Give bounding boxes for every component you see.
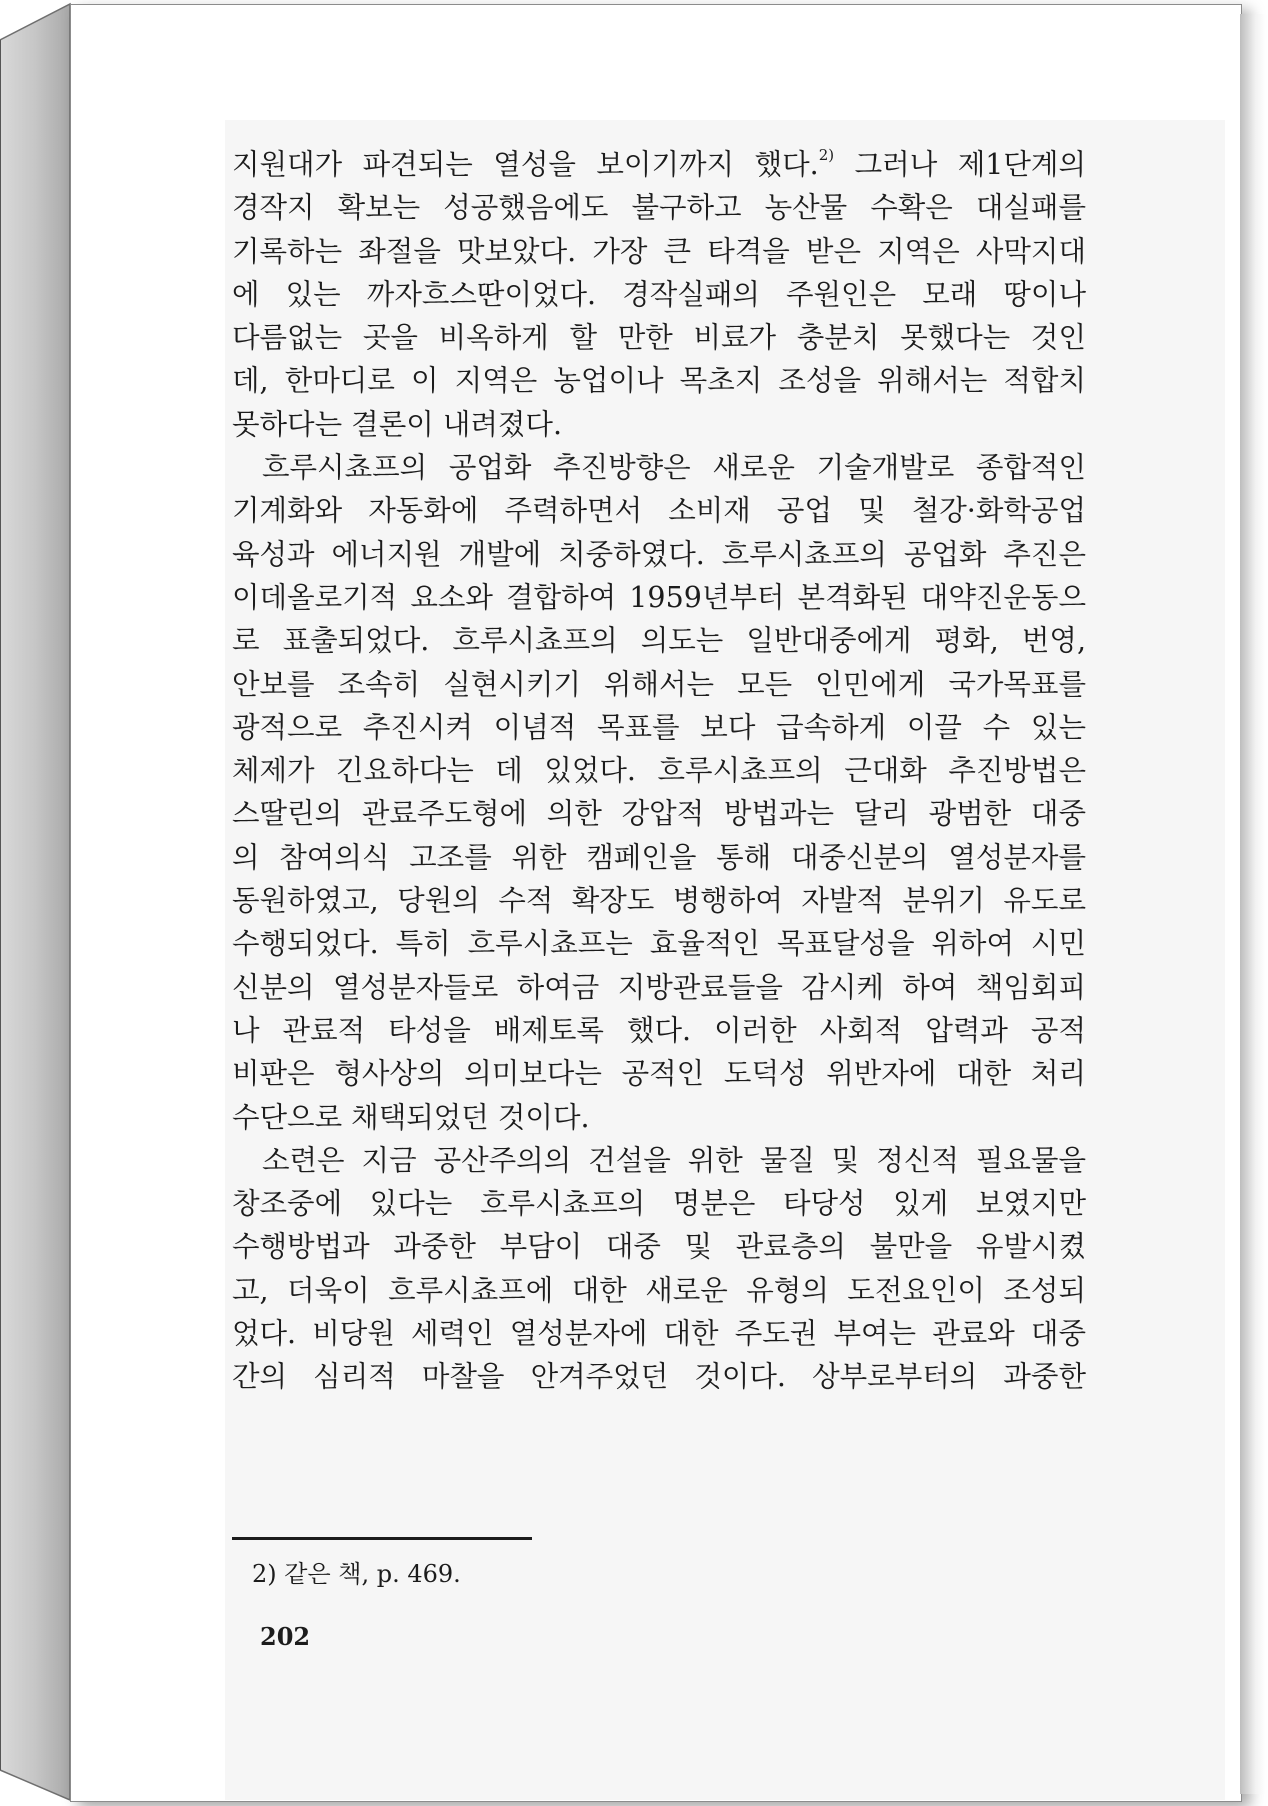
text-line: 이데올로기적 요소와 결합하여 1959년부터 본격화된 대약진운동으 (232, 580, 1086, 614)
text-line: 간의 심리적 마찰을 안겨주었던 것이다. 상부로부터의 과중한 (232, 1360, 1086, 1394)
text-line: 데, 한마디로 이 지역은 농업이나 목초지 조성을 위해서는 적합치 (232, 364, 1086, 398)
text-line: 수행되었다. 특히 흐루시쵸프는 효율적인 목표달성을 위하여 시민 (232, 927, 1086, 961)
text-line: 비판은 형사상의 의미보다는 공적인 도덕성 위반자에 대한 처리 (232, 1057, 1086, 1091)
text-line: 기계화와 자동화에 주력하면서 소비재 공업 및 철강·화학공업 (232, 494, 1086, 528)
text-line: 창조중에 있다는 흐루시쵸프의 명분은 타당성 있게 보였지만 (232, 1187, 1086, 1221)
text-line-segment: 지원대가 파견되는 열성을 보이기까지 했다. (232, 148, 819, 181)
text-line: 체제가 긴요하다는 데 있었다. 흐루시쵸프의 근대화 추진방법은 (232, 754, 1086, 788)
paragraph-1 (232, 143, 1086, 446)
footnote: 2) 같은 책, p. 469. (252, 1560, 461, 1588)
text-line-segment: 그러나 제1단계의 (834, 148, 1086, 181)
footnote-marker[interactable]: 2) (818, 146, 835, 164)
text-line: 에 있는 까자흐스딴이었다. 경작실패의 주원인은 모래 땅이나 (232, 277, 1086, 311)
text-line: 경작지 확보는 성공했음에도 불구하고 농산물 수확은 대실패를 (232, 191, 1086, 225)
footnote-separator (232, 1537, 532, 1540)
text-line (232, 143, 1086, 186)
body-text (232, 143, 1086, 1399)
text-line: 동원하였고, 당원의 수적 확장도 병행하여 자발적 분위기 유도로 (232, 884, 1086, 918)
book-spine (0, 0, 72, 1806)
paragraph-3 (232, 1139, 1086, 1399)
text-line: 안보를 조속히 실현시키기 위해서는 모든 인민에게 국가목표를 (232, 667, 1086, 701)
text-line: 의 참여의식 고조를 위한 캠페인을 통해 대중신분의 열성분자를 (232, 840, 1086, 874)
text-line: 기록하는 좌절을 맛보았다. 가장 큰 타격을 받은 지역은 사막지대 (232, 234, 1086, 268)
page-edge (1240, 14, 1266, 1794)
text-line: 광적으로 추진시켜 이념적 목표를 보다 급속하게 이끌 수 있는 (232, 710, 1086, 744)
text-line: 흐루시쵸프의 공업화 추진방향은 새로운 기술개발로 종합적인 (262, 451, 1086, 485)
text-line: 수행방법과 과중한 부담이 대중 및 관료층의 불만을 유발시켰 (232, 1230, 1086, 1264)
text-line: 다름없는 곳을 비옥하게 할 만한 비료가 충분치 못했다는 것인 (232, 321, 1086, 355)
page-number: 202 (260, 1622, 311, 1651)
text-line: 육성과 에너지원 개발에 치중하였다. 흐루시쵸프의 공업화 추진은 (232, 537, 1086, 571)
paragraph-2 (232, 446, 1086, 1139)
text-line: 신분의 열성분자들로 하여금 지방관료들을 감시케 하여 책임회피 (232, 970, 1086, 1004)
text-line: 못하다는 결론이 내려졌다. (232, 407, 563, 441)
text-line: 었다. 비당원 세력인 열성분자에 대한 주도권 부여는 관료와 대중 (232, 1317, 1086, 1351)
text-line: 수단으로 채택되었던 것이다. (232, 1100, 590, 1134)
text-line: 로 표출되었다. 흐루시쵸프의 의도는 일반대중에게 평화, 번영, (232, 624, 1086, 658)
text-line: 고, 더욱이 흐루시쵸프에 대한 새로운 유형의 도전요인이 조성되 (232, 1273, 1086, 1307)
text-line: 스딸린의 관료주도형에 의한 강압적 방법과는 달리 광범한 대중 (232, 797, 1086, 831)
text-line: 나 관료적 타성을 배제토록 했다. 이러한 사회적 압력과 공적 (232, 1013, 1086, 1047)
text-line: 소련은 지금 공산주의의 건설을 위한 물질 및 정신적 필요물을 (262, 1143, 1086, 1177)
